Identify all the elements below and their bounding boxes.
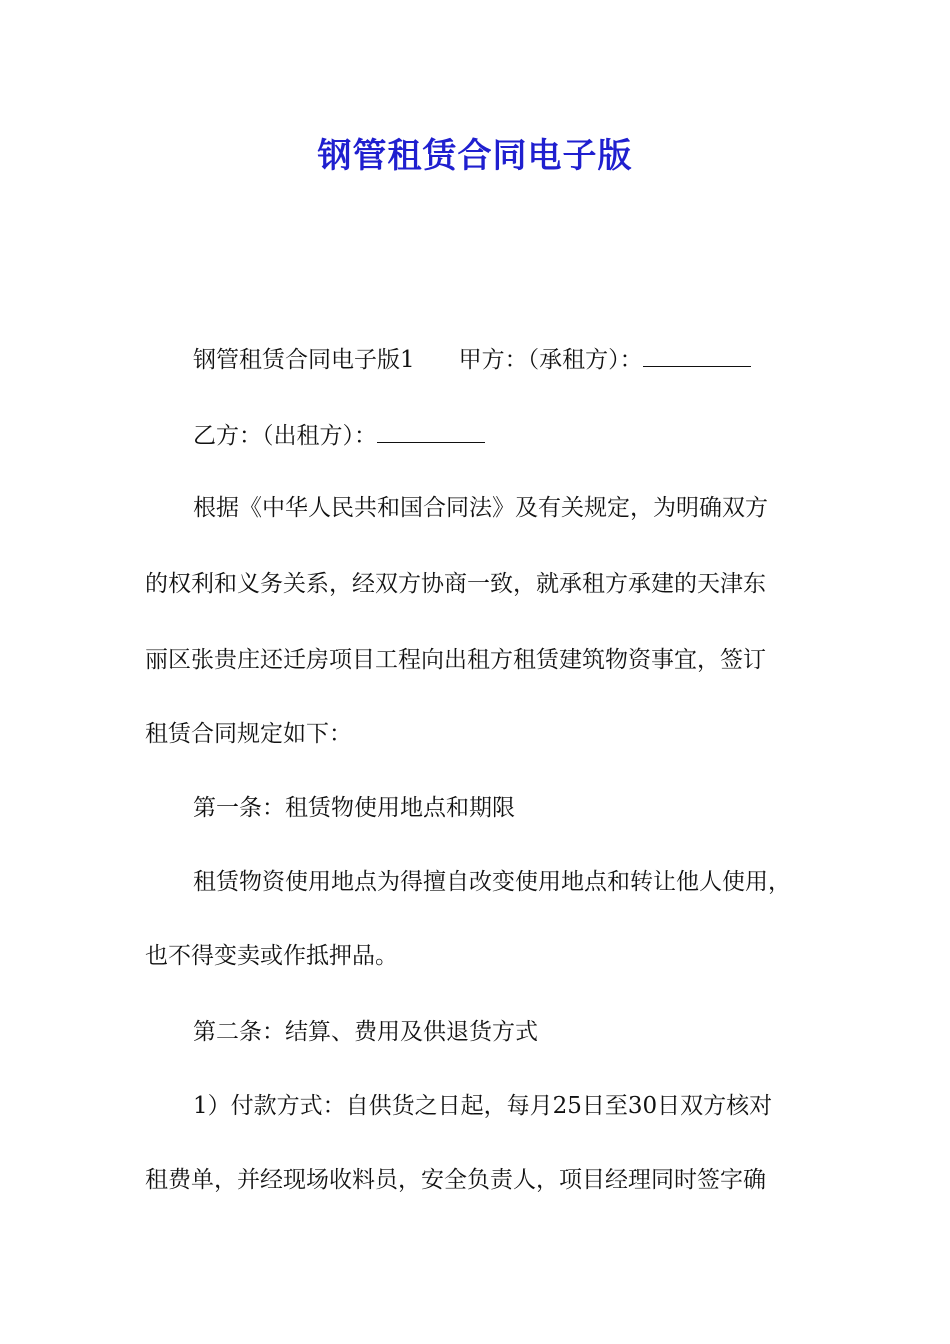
preamble-line-1: 根据《中华人民共和国合同法》及有关规定，为明确双方 [193, 495, 768, 521]
article-1-line-1: 租赁物资使用地点为得擅自改变使用地点和转让他人使用， [193, 869, 791, 895]
article-2-heading: 第二条：结算、费用及供退货方式 [193, 1019, 538, 1045]
contract-name-text: 钢管租赁合同电子版1 [193, 347, 415, 373]
article-2-line-1: 1）付款方式：自供货之日起，每月25日至30日双方核对 [193, 1093, 773, 1119]
party-a-label: 甲方：（承租方）： [458, 347, 643, 373]
document-title: 钢管租赁合同电子版 [317, 136, 633, 176]
preamble-line-3: 丽区张贵庄还迁房项目工程向出租方租赁建筑物资事宜，签订 [145, 647, 766, 673]
article-1-heading: 第一条：租赁物使用地点和期限 [193, 795, 515, 821]
party-b-line [193, 420, 825, 451]
preamble-line-4: 租赁合同规定如下： [145, 721, 352, 747]
article-2-line-2: 租费单，并经现场收料员，安全负责人，项目经理同时签字确 [145, 1167, 766, 1193]
party-a-blank [643, 344, 751, 367]
preamble-line-2: 的权利和义务关系，经双方协商一致，就承租方承建的天津东 [145, 571, 766, 597]
party-b-blank [377, 420, 485, 443]
article-1-line-2: 也不得变卖或作抵押品。 [145, 943, 398, 969]
party-b-label: 乙方：（出租方）： [193, 423, 377, 449]
header-line [193, 344, 825, 375]
